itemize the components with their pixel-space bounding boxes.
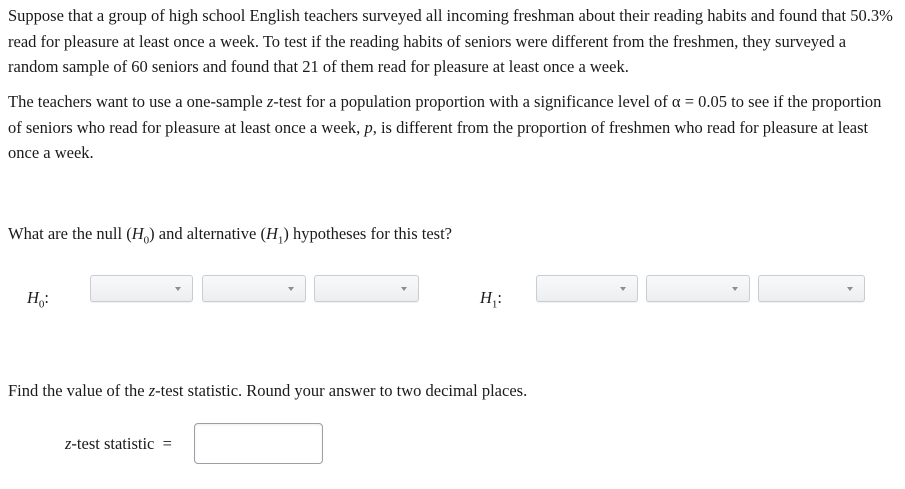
h1-subscript: 1 (277, 234, 284, 247)
h0-operator-dropdown[interactable] (202, 275, 306, 302)
problem-text-2c: to see if the proportion of seniors who read for pleasure at least once a week, (8, 92, 882, 137)
problem-paragraph-1 (8, 3, 898, 80)
problem-text-2d: , is different from the proportion of freshmen who read for pleasure at least once a week. (8, 117, 869, 162)
zstat-label-z: z (65, 434, 72, 453)
problem-paragraph-2 (8, 89, 898, 166)
h1-value-dropdown[interactable] (758, 275, 865, 302)
h1-label (480, 286, 502, 316)
h1-symbol: H (265, 224, 278, 243)
hypotheses-question-b: ) and alternative ( (149, 224, 266, 243)
zstat-z-variable: z (148, 381, 156, 400)
hypotheses-question-c: ) hypotheses for this test? (283, 224, 453, 243)
chevron-down-icon (401, 287, 407, 291)
h0-label-subscript: 0 (38, 298, 45, 311)
h0-parameter-dropdown[interactable] (90, 275, 193, 302)
zstat-question-b: -test statistic. Round your answer to two decimal places. (155, 381, 528, 400)
zstat-question (8, 379, 527, 403)
hypotheses-question (8, 222, 452, 252)
p-variable: p (364, 117, 373, 137)
z-variable: z (266, 92, 274, 111)
chevron-down-icon (847, 287, 853, 291)
alpha-expression: α = 0.05 (671, 92, 727, 111)
h1-operator-dropdown[interactable] (646, 275, 750, 302)
h1-label-colon: : (497, 288, 503, 307)
h0-label-symbol: H (27, 288, 39, 307)
chevron-down-icon (288, 287, 294, 291)
zstat-input[interactable] (194, 423, 323, 464)
h0-label-colon: : (44, 288, 50, 307)
h1-label-subscript: 1 (491, 298, 498, 311)
zstat-label-text: -test statistic = (71, 434, 172, 453)
chevron-down-icon (620, 287, 626, 291)
problem-text-1: Suppose that a group of high school English teachers surveyed all incoming freshman about their reading habits and found that 50.3% read for pleasure at least once a week. To test if the reading habits of seniors were different from the freshmen, they surveyed a random sample of 60 seniors and found that 21 of them read for pleasure at least once a week. (8, 6, 893, 76)
hypotheses-question-a: What are the null ( (8, 224, 132, 243)
h1-label-symbol: H (480, 288, 492, 307)
problem-text-2b: -test for a population proportion with a significance level of (273, 92, 672, 111)
h1-parameter-dropdown[interactable] (536, 275, 638, 302)
zstat-label (65, 432, 172, 456)
chevron-down-icon (732, 287, 738, 291)
h0-value-dropdown[interactable] (314, 275, 419, 302)
h0-subscript: 0 (143, 234, 150, 247)
problem-text-2a: The teachers want to use a one-sample (8, 92, 267, 111)
h0-label (27, 286, 49, 316)
chevron-down-icon (175, 287, 181, 291)
h0-symbol: H (131, 224, 144, 243)
zstat-question-a: Find the value of the (8, 381, 149, 400)
